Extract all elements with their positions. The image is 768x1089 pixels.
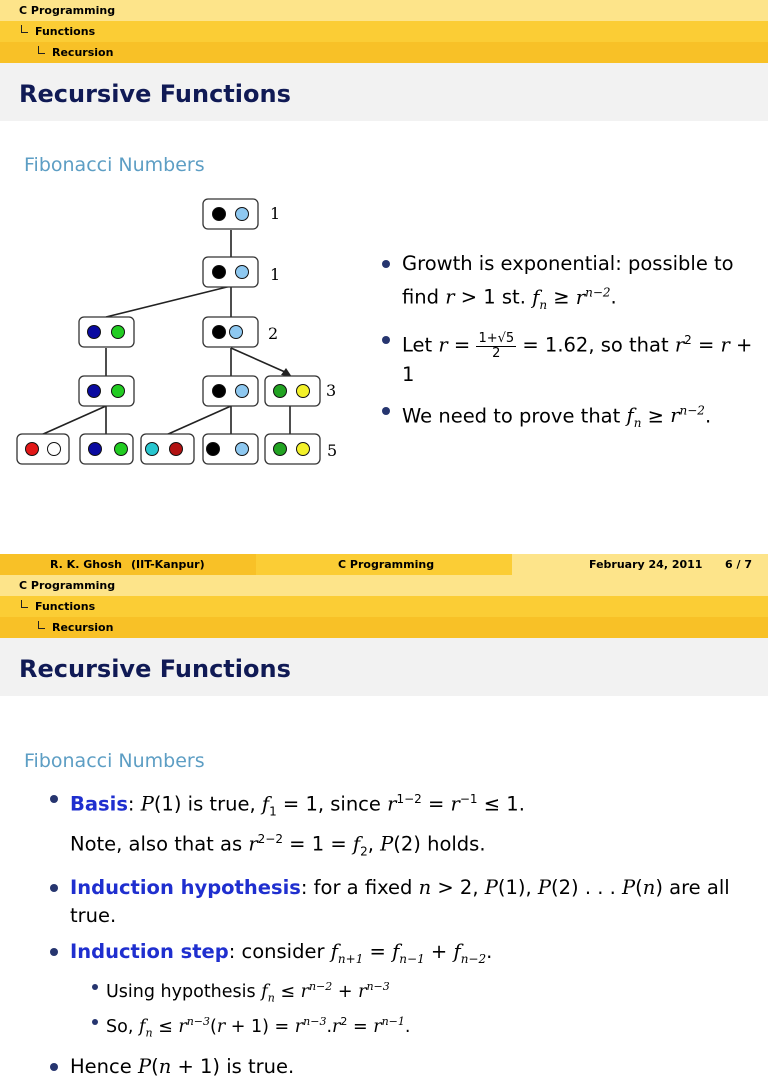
title-bar (0, 63, 768, 121)
bullet-step: Induction step: consider $f_{n+1} = f_{n-1} + f_{n-2}$. (44, 938, 759, 973)
bullet-dot-icon (50, 948, 58, 956)
header-subsection-row (0, 21, 768, 42)
tree-corner-icon (38, 621, 45, 629)
slide-subtitle: Fibonacci Numbers (24, 154, 205, 176)
bullet-dot-icon (92, 984, 98, 990)
footer-affiliation: (IIT-Kanpur) (131, 558, 205, 571)
bullet-basis: Basis: P(1) is true, $f_1 = 1$, since $r^{1-2} = r^{-1} \le 1$. Note, also that as $r^{2-2} = 1 = f_2$, P(2) holds. (44, 785, 759, 866)
bullet-dot-icon (382, 407, 390, 415)
tree-count: 5 (327, 441, 338, 460)
bullet-dot-icon (50, 795, 58, 803)
header-subsubsection-row (0, 42, 768, 63)
bullet-growth: Growth is exponential: possible to find r > 1 st. $f_n \ge r^{n-2}$. (376, 250, 766, 318)
header-subsection: Functions (35, 25, 96, 38)
header-subsubsection: Recursion (52, 621, 114, 634)
bullet-dot-icon (50, 884, 58, 892)
header-section: C Programming (19, 4, 116, 17)
footer-center: C Programming (338, 558, 435, 571)
slide1-bullet-list (376, 250, 766, 445)
tree-corner-icon (21, 25, 28, 33)
footer-author-segment (0, 554, 256, 575)
bullet-hypothesis: Induction hypothesis: for a fixed n > 2, P(1), P(2) . . . P(n) are all true. (44, 874, 759, 930)
bullet-hence: Hence P(n + 1) is true. (44, 1053, 759, 1081)
footer-page: 6 / 7 (725, 558, 752, 571)
bullet-prove: We need to prove that $f_n \ge r^{n-2}$. (376, 397, 766, 437)
footer-date: February 24, 2011 (589, 558, 703, 571)
bullet-dot-icon (92, 1019, 98, 1025)
sub-bullet-so: So, $f_n \le r^{n-3}(r + 1) = r^{n-3}.r^2 = r^{n-1}$. (44, 1010, 759, 1045)
sub-bullet-hypothesis: Using hypothesis $f_n \le r^{n-2} + r^{n-3}$ (44, 975, 759, 1010)
title-bar (0, 638, 768, 696)
footer-date-segment (512, 554, 768, 575)
tree-corner-icon (38, 46, 45, 54)
header-section-row (0, 0, 768, 21)
bullet-dot-icon (382, 336, 390, 344)
footer-author: R. K. Ghosh (50, 558, 123, 571)
tree-count: 2 (268, 324, 279, 343)
bullet-dot-icon (50, 1063, 58, 1071)
slide-footer (0, 554, 768, 575)
slide-title: Recursive Functions (19, 80, 291, 108)
header-section-row (0, 575, 768, 596)
bullet-dot-icon (382, 260, 390, 268)
slide-title: Recursive Functions (19, 655, 291, 683)
header-subsubsection: Recursion (52, 46, 114, 59)
tree-count: 1 (270, 204, 281, 223)
header-subsection-row (0, 596, 768, 617)
header-subsubsection-row (0, 617, 768, 638)
slide-subtitle: Fibonacci Numbers (24, 750, 205, 772)
tree-count: 1 (270, 265, 281, 284)
header-section: C Programming (19, 579, 116, 592)
slide2-bullet-list (44, 785, 759, 1089)
footer-center-segment (256, 554, 512, 575)
tree-count: 3 (326, 381, 337, 400)
slide-2 (0, 575, 768, 1079)
tree-corner-icon (21, 600, 28, 608)
header-subsection: Functions (35, 600, 96, 613)
bullet-ratio: Let r = $\frac{1+√5}{2}$ = 1.62, so that $r^2 = r + 1$ (376, 326, 766, 389)
fibonacci-tree-diagram (0, 190, 360, 480)
